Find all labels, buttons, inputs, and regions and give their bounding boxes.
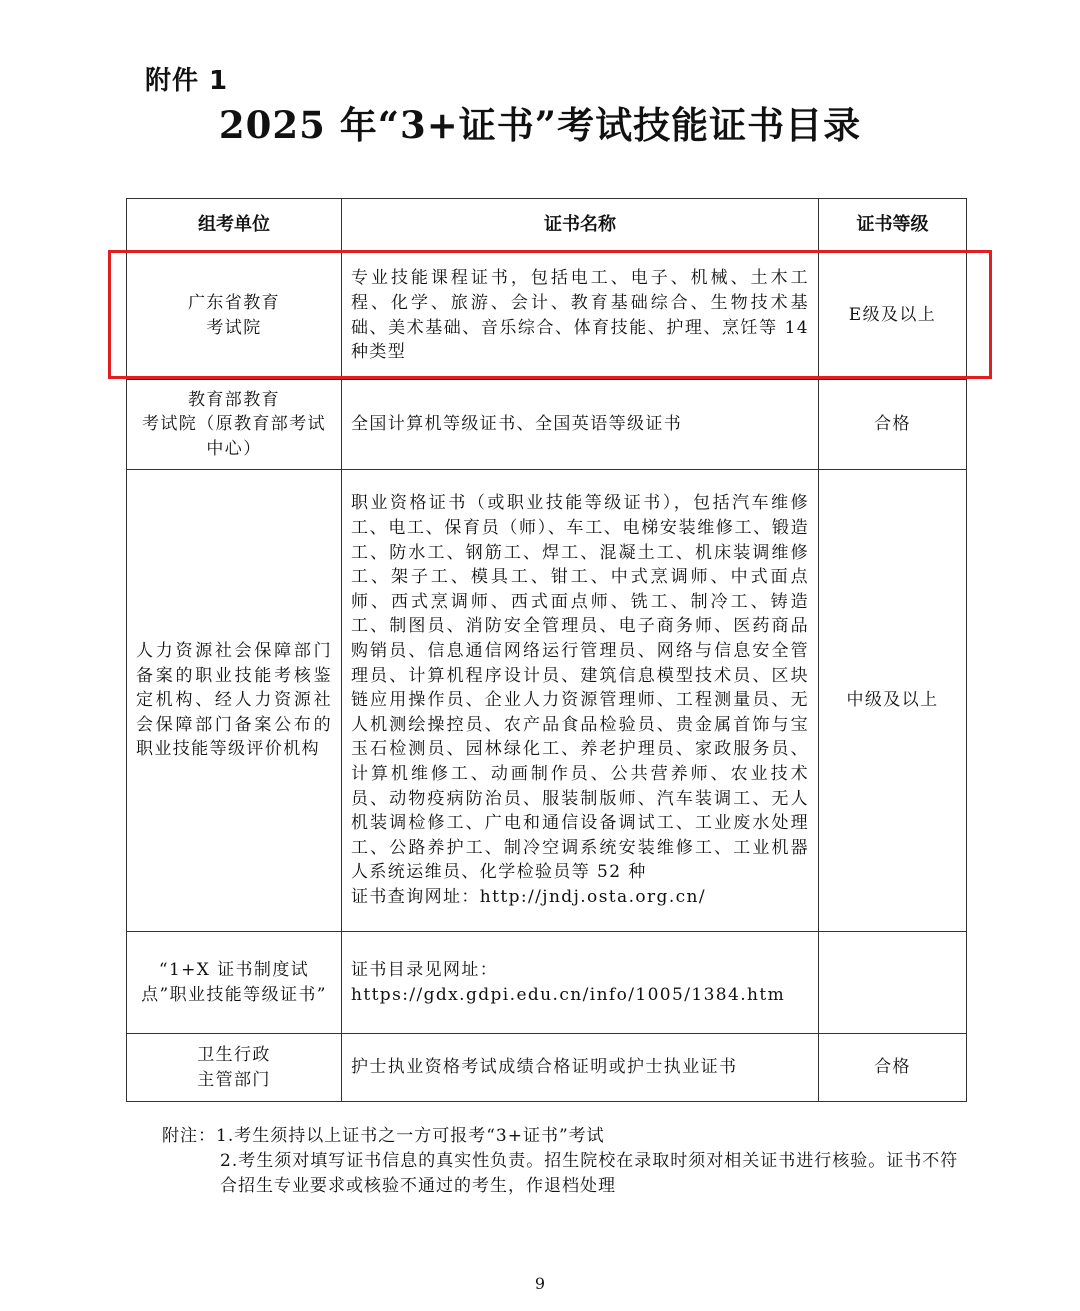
page-number: 9: [534, 1274, 546, 1293]
note-2: 2.考生须对填写证书信息的真实性负责。招生院校在录取时须对相关证书进行核验。证书不符合招生专业要求或核验不通过的考生，作退档处理: [220, 1151, 959, 1196]
certificate-table: [126, 198, 967, 1102]
name-text: 证书目录见网址：: [351, 959, 499, 980]
table-row: [127, 470, 967, 932]
notes: [162, 1124, 962, 1199]
org-line: 考试院: [206, 317, 262, 338]
org-cell: [127, 380, 342, 470]
name-cell: [342, 1034, 819, 1102]
table-row: [127, 380, 967, 470]
level-cell: 中级及以上: [819, 470, 967, 932]
level-cell: 合格: [819, 1034, 967, 1102]
name-cell: [342, 470, 819, 932]
header-name: 证书名称: [342, 199, 819, 252]
level-cell: [819, 932, 967, 1034]
name-text: 专业技能课程证书，包括电工、电子、机械、土木工程、化学、旅游、会计、教育基础综合、生物技术基础、美术基础、音乐综合、体育技能、护理、烹饪等 14 种类型: [351, 268, 809, 363]
org-cell: [127, 1034, 342, 1102]
org-line: 人力资源社会保障部门备案的职业技能考核鉴定机构、经人力资源社会保障部门备案公布的职业技能等级评价机构: [136, 641, 332, 760]
name-text: 护士执业资格考试成绩合格证明或护士执业证书: [351, 1057, 738, 1078]
name-text: 全国计算机等级证书、全国英语等级证书: [351, 414, 683, 435]
name-cell: [342, 380, 819, 470]
header-level: 证书等级: [819, 199, 967, 252]
name-cell: [342, 932, 819, 1034]
table-row: [127, 1034, 967, 1102]
level-cell: 合格: [819, 380, 967, 470]
table-header-row: [127, 199, 967, 252]
org-line: 广东省教育: [188, 292, 280, 313]
org-line: 卫生行政: [197, 1044, 271, 1065]
attachment-label: 附件 1: [145, 66, 229, 96]
catalog-url: https://gdx.gdpi.edu.cn/info/1005/1384.htm: [351, 984, 786, 1005]
level-cell: E级及以上: [819, 252, 967, 380]
document-title: 2025 年“3+证书”考试技能证书目录: [218, 103, 862, 147]
table-row: [127, 252, 967, 380]
org-line: 主管部门: [197, 1069, 271, 1090]
header-org: 组考单位: [127, 199, 342, 252]
name-text: 职业资格证书（或职业技能等级证书），包括汽车维修工、电工、保育员（师）、车工、电梯安装维修工、锻造工、防水工、钢筋工、焊工、混凝土工、机床装调维修工、架子工、模具工、钳工、中式烹调师、中式面点师、西式烹调师、西式面点师、铣工、制冷工、铸造工、制图员、消防安全管理员、电子商务师、医药商品购销员、信息通信网络运行管理员、网络与信息安全管理员、计算机程序设计员、建筑信息模型技术员、区块链应用操作员、企业人力资源管理师、工程测量员、无人机测绘操控员、农产品食品检验员、贵金属首饰与宝玉石检测员、园林绿化工、养老护理员、家政服务员、计算机维修工、动画制作员、公共营养师、农业技术员、动物疫病防治员、服装制版师、汽车装调工、无人机装调检修工、广电和通信设备调试工、工业废水处理工、公路养护工、制冷空调系统安装维修工、工业机器人系统运维员、化学检验员等 52 种: [351, 493, 809, 883]
table-row: [127, 932, 967, 1034]
org-line: “1+X 证书制度试点”职业技能等级证书”: [141, 959, 327, 1005]
query-url: 证书查询网址：http://jndj.osta.org.cn/: [351, 886, 707, 907]
org-cell: [127, 932, 342, 1034]
note-1: 附注：1.考生须持以上证书之一方可报考“3+证书”考试: [162, 1126, 605, 1146]
org-cell: [127, 252, 342, 380]
org-cell: [127, 470, 342, 932]
org-line: 教育部教育: [188, 389, 280, 410]
name-cell: [342, 252, 819, 380]
org-line: 考试院（原教育部考试中心）: [142, 414, 326, 459]
